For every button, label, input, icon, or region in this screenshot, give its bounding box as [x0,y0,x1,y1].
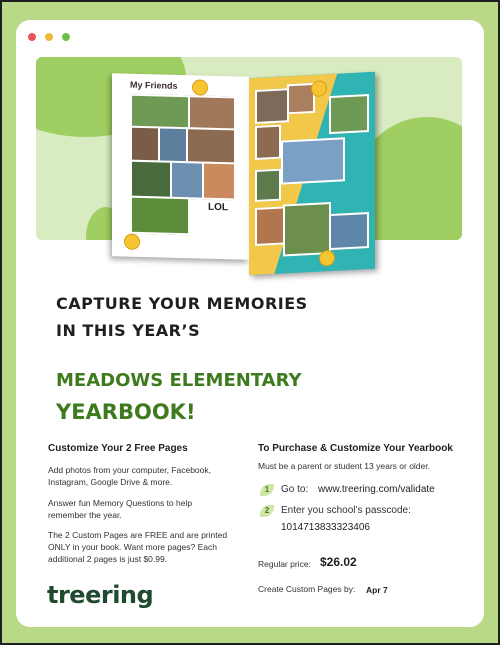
smiley-sticker-icon [192,79,208,95]
close-dot-icon[interactable] [28,33,36,41]
free-pages-para-3: The 2 Custom Pages are FREE and are printed ONLY in your book. Want more pages? Each additional 2 pages is just $0.99. [48,530,228,564]
deadline-date: Apr 7 [366,585,388,595]
yearbook-title: YEARBOOK! [56,400,196,424]
flyer-page [2,2,498,643]
wink-sticker-icon [319,250,335,267]
school-passcode: 1014713833323406 [281,522,370,533]
price-label: Regular price: [258,559,311,569]
yearbook-right-page [249,72,375,276]
free-pages-heading: Customize Your 2 Free Pages [48,443,188,454]
yearbook-left-page [112,73,249,260]
validate-link[interactable]: www.treering.com/validate [318,484,435,495]
free-pages-para-1: Add photos from your computer, Facebook, Instagram, Google Drive & more. [48,465,212,487]
lol-sticker: LOL [208,201,228,214]
purchase-requirement: Must be a parent or student 13 years or older. [258,461,430,471]
free-pages-para-2: Answer fun Memory Questions to help remember the year. [48,498,193,520]
step-1-label: Go to: [281,484,309,495]
step-2-label: Enter you school’s passcode: [281,505,411,516]
headline-line-2: IN THIS YEAR’S [56,321,201,340]
headline-line-1: CAPTURE YOUR MEMORIES [56,294,308,313]
laughing-sticker-icon [124,234,140,250]
purchase-heading: To Purchase & Customize Your Yearbook [258,443,453,454]
minimize-dot-icon[interactable] [45,33,53,41]
step-1-badge: 1 [260,484,274,496]
school-name: MEADOWS ELEMENTARY [56,370,302,391]
maximize-dot-icon[interactable] [62,33,70,41]
deadline-label: Create Custom Pages by: [258,584,356,594]
treering-logo: treering [47,581,154,609]
book-page-title: My Friends [130,79,178,91]
regular-price: $26.02 [320,555,357,569]
step-2-badge: 2 [260,505,274,517]
flyer-card [16,20,484,627]
